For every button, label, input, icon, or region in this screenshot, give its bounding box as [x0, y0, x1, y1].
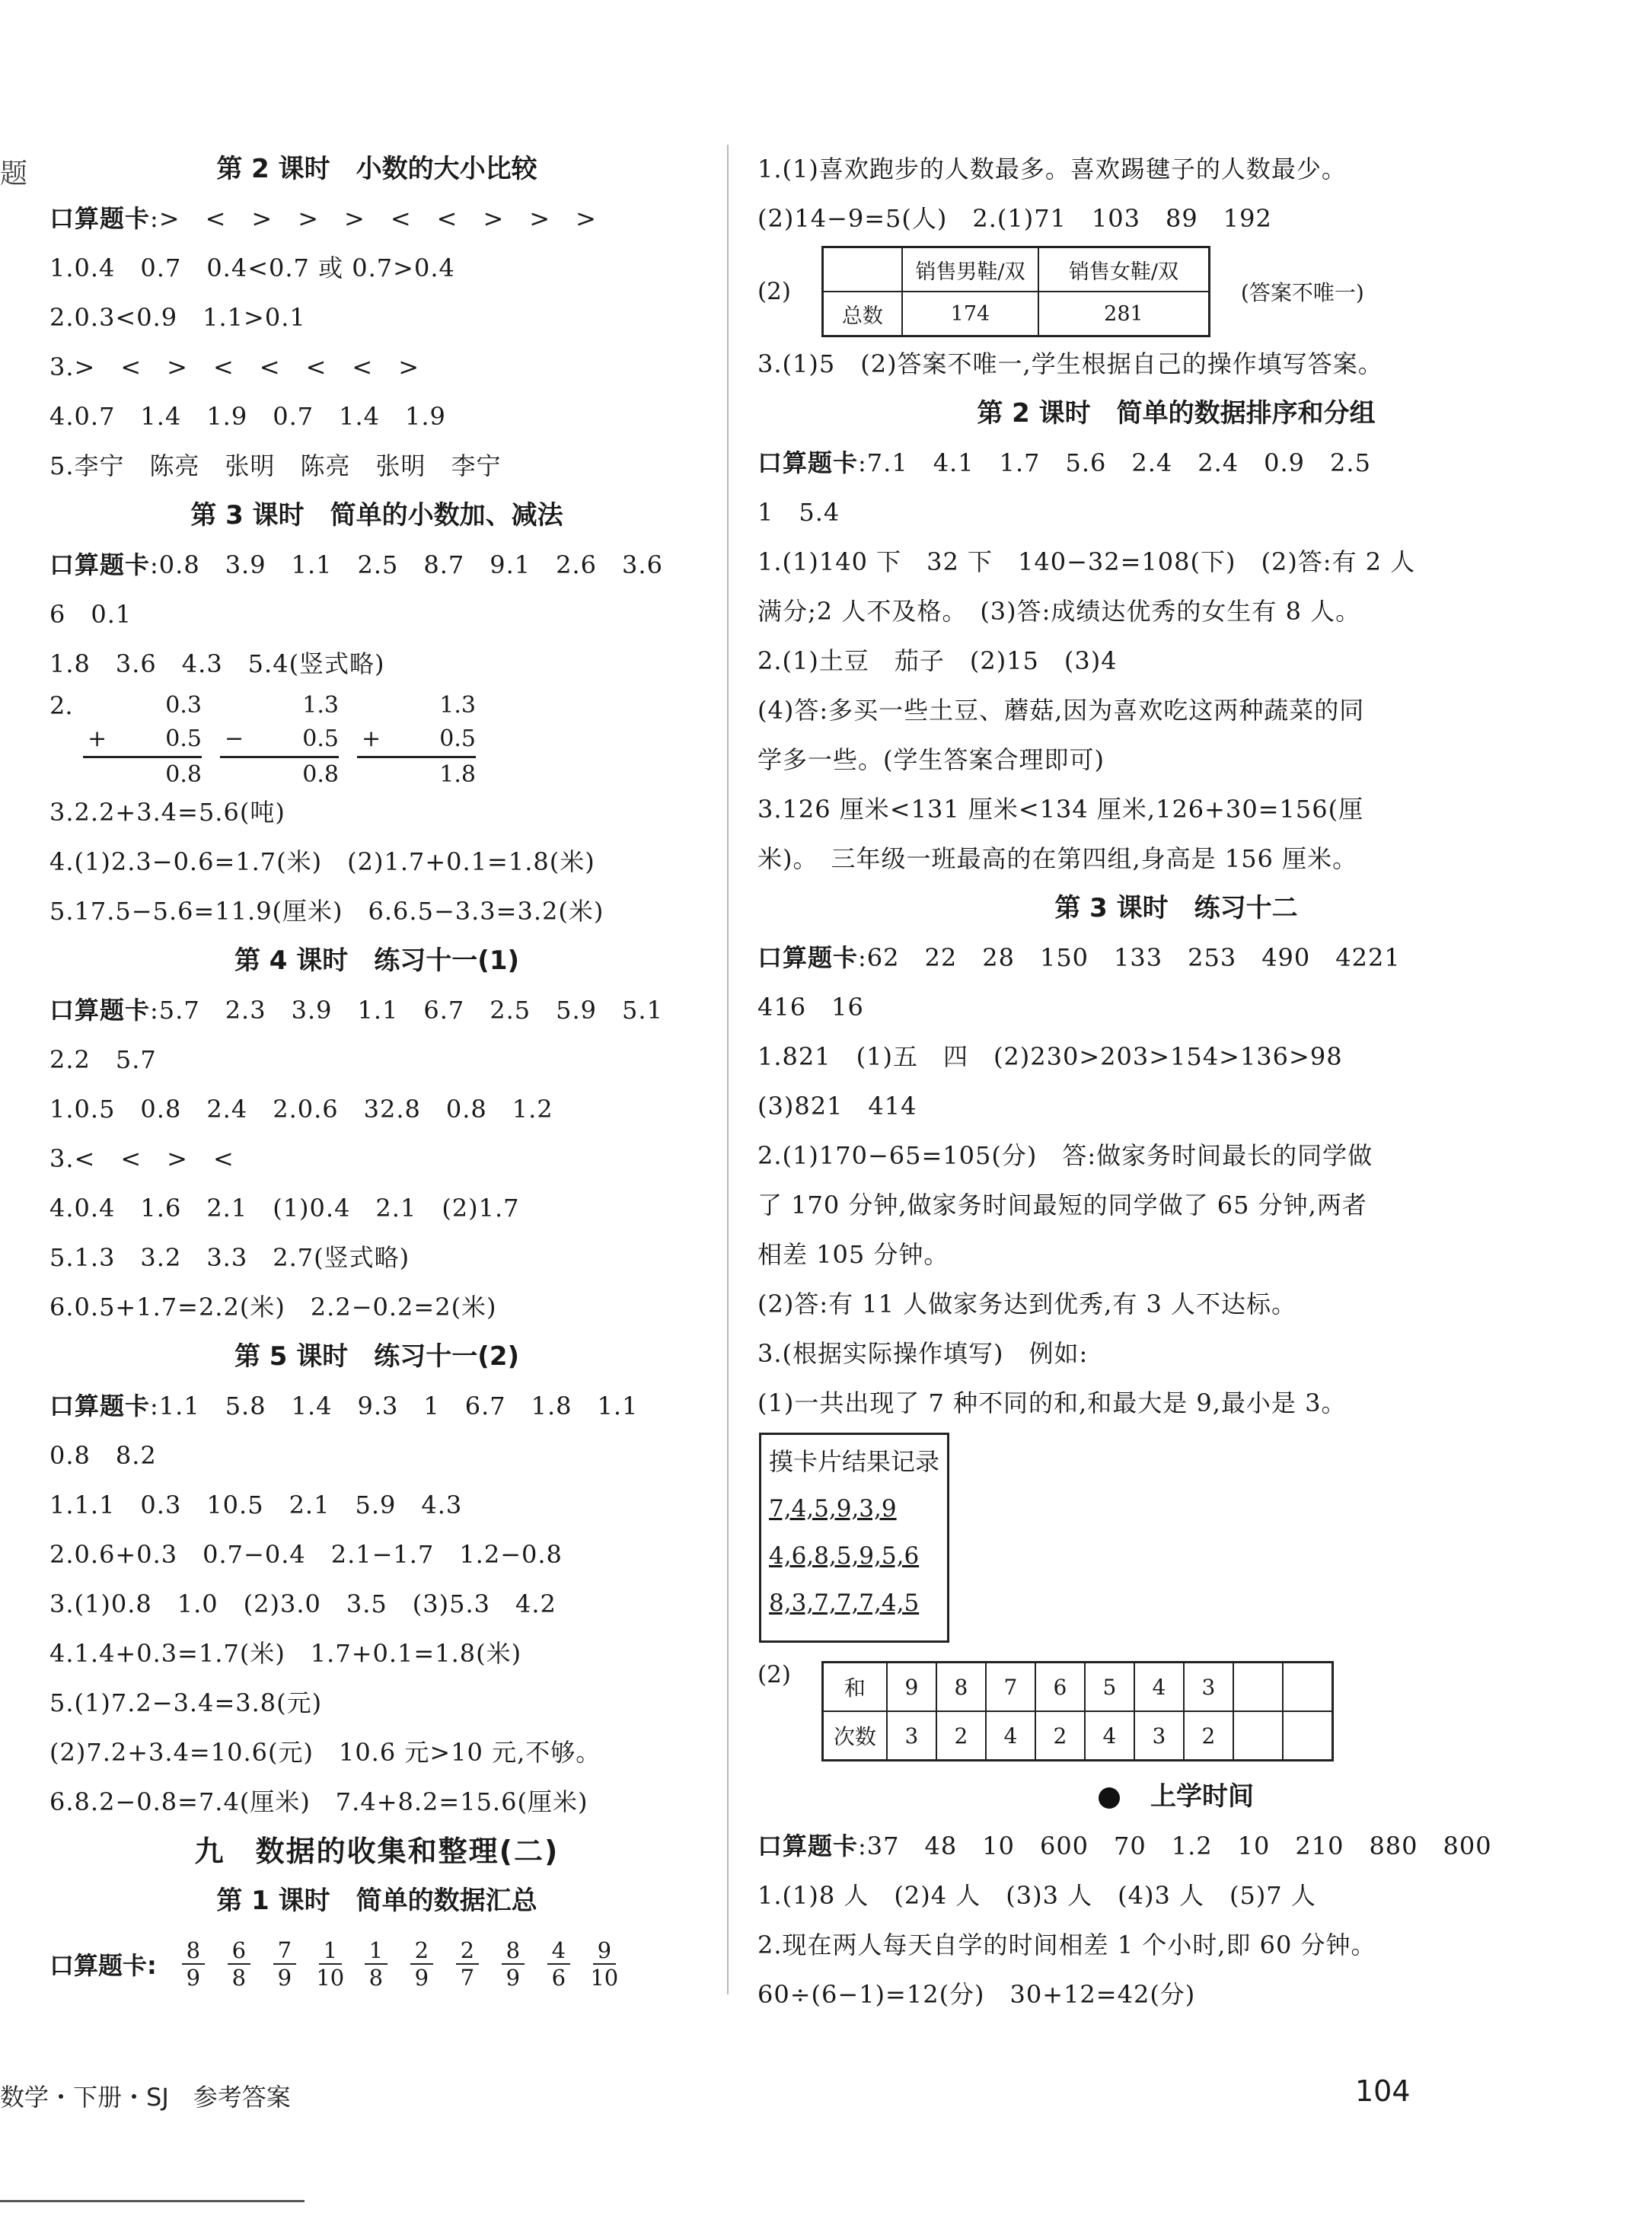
answer-line: 满分;2 人不及格。 (3)答:成绩达优秀的女生有 8 人。 [757, 597, 1361, 626]
table-cell: 2 [936, 1711, 986, 1761]
answer-line: 6.8.2−0.8=7.4(厘米) 7.4+8.2=15.6(厘米) [49, 1787, 588, 1816]
fraction: $\frac{1}{10}$ [316, 1937, 345, 1991]
table-cell [1283, 1711, 1333, 1761]
card-record-title: 摸卡片结果记录 [769, 1447, 940, 1476]
item-number: 2. [49, 691, 73, 720]
operand: + 0.5 [88, 725, 202, 752]
answer-line: 6 0.1 [49, 600, 132, 629]
answer-line: 1 5.4 [757, 498, 840, 527]
answer-line: 2.0.3<0.9 1.1>0.1 [49, 303, 306, 332]
table-header: 销售女鞋/双 [1038, 247, 1210, 292]
answer-line: 4.(1)2.3−0.6=1.7(米) (2)1.7+0.1=1.8(米) [49, 847, 595, 876]
answer-line: 口算题卡:> < > > > < < > > > [49, 204, 597, 233]
answer-line: 3.> < > < < < < > [49, 352, 420, 381]
item-number: (2) [757, 278, 791, 305]
chapter-heading: 九 数据的收集和整理(二) [194, 1835, 560, 1868]
answer-line: 口算题卡:37 48 10 600 70 1.2 10 210 880 800 [757, 1832, 1492, 1860]
section-heading: 第 3 课时 练习十二 [1054, 893, 1298, 923]
sum-count-table [821, 1661, 1334, 1761]
answer-line: 1.0.4 0.7 0.4<0.7 或 0.7>0.4 [49, 253, 455, 282]
answer-line: 4.0.7 1.4 1.9 0.7 1.4 1.9 [49, 402, 446, 431]
table-cell: 3 [887, 1711, 936, 1761]
oral-card-label: 口算题卡 [757, 943, 859, 972]
table-cell: 5 [1085, 1663, 1134, 1712]
table-cell: 174 [902, 292, 1038, 336]
vertical-calculations [49, 689, 704, 788]
answer-line: 了 170 分钟,做家务时间最短的同学做了 65 分钟,两者 [757, 1191, 1367, 1219]
answer-line: 3.(根据实际操作填写) 例如: [757, 1339, 1089, 1368]
answer-line: 416 16 [757, 993, 864, 1022]
operand: − 0.5 [225, 725, 339, 752]
answer-line: 5.李宁 陈亮 张明 陈亮 张明 李宁 [49, 451, 502, 480]
answer-line: 4.0.4 1.6 2.1 (1)0.4 2.1 (2)1.7 [49, 1194, 520, 1223]
table-note: (答案不唯一) [1240, 280, 1364, 305]
answer-line: 1.0.5 0.8 2.4 2.0.6 32.8 0.8 1.2 [49, 1095, 553, 1124]
page-number: 104 [1355, 2074, 1411, 2108]
answer-line: 口算题卡:62 22 28 150 133 253 490 4221 [757, 943, 1401, 972]
table-cell: 6 [1035, 1663, 1085, 1712]
table-cell: 3 [1184, 1663, 1233, 1712]
table-cell [1233, 1663, 1283, 1712]
answer-line: 1.(1)喜欢跑步的人数最多。喜欢踢毽子的人数最少。 [757, 155, 1347, 183]
fraction: $\frac{2}{9}$ [399, 1937, 445, 1991]
fraction: $\frac{9}{10}$ [590, 1937, 619, 1991]
answer-line: 3.(1)5 (2)答案不唯一,学生根据自己的操作填写答案。 [757, 349, 1383, 378]
sales-table-block [757, 247, 1595, 336]
table-cell: 4 [1134, 1663, 1184, 1712]
fraction: $\frac{8}{9}$ [171, 1937, 216, 1991]
table-cell [1283, 1663, 1333, 1712]
fraction-row [49, 1934, 704, 1994]
answer-line: 米)。 三年级一班最高的在第四组,身高是 156 厘米。 [757, 844, 1358, 873]
answer-line: (3)821 414 [757, 1092, 917, 1121]
table-cell: 8 [936, 1663, 986, 1712]
operand: 0.3 [165, 692, 202, 719]
answer-line: 60÷(6−1)=12(分) 30+12=42(分) [757, 1980, 1196, 2009]
result: 0.8 [165, 761, 202, 788]
result: 1.8 [439, 761, 476, 788]
vertical-calc [209, 689, 339, 792]
item-number: (2) [757, 1661, 791, 1688]
answer-line: (2)答:有 11 人做家务达到优秀,有 3 人不达标。 [757, 1290, 1297, 1318]
answer-line: (2)7.2+3.4=10.6(元) 10.6 元>10 元,不够。 [49, 1738, 601, 1767]
table-cell: 9 [887, 1663, 936, 1712]
answer-line: 3.126 厘米<131 厘米<134 厘米,126+30=156(厘 [757, 795, 1364, 824]
answer-line: 5.1.3 3.2 3.3 2.7(竖式略) [49, 1243, 410, 1272]
answer-line: 1.1.1 0.3 10.5 2.1 5.9 4.3 [49, 1490, 463, 1519]
left-column [49, 145, 704, 1994]
table-cell: 7 [986, 1663, 1035, 1712]
table-cell: 2 [1035, 1711, 1085, 1761]
card-record-row: 7,4,5,9,3,9 [769, 1495, 897, 1522]
section-heading: 上学时间 [757, 1772, 1595, 1822]
oral-card-label: 口算题卡 [757, 448, 859, 477]
section-heading: 第 1 课时 简单的数据汇总 [216, 1886, 537, 1916]
table-cell [1233, 1711, 1283, 1761]
oral-card-label: 口算题卡: [49, 1951, 157, 1980]
table-header: 销售男鞋/双 [902, 247, 1038, 292]
answer-line: 5.(1)7.2−3.4=3.8(元) [49, 1688, 323, 1717]
answer-line: 2.(1)170−65=105(分) 答:做家务时间最长的同学做 [757, 1141, 1373, 1170]
section-heading: 第 5 课时 练习十一(2) [234, 1341, 520, 1372]
oral-card-label: 口算题卡 [49, 996, 151, 1025]
table-cell [822, 247, 902, 292]
sum-count-table-block [757, 1661, 1595, 1761]
answer-line: 1.(1)140 下 32 下 140−32=108(下) (2)答:有 2 人 [757, 547, 1416, 576]
card-record-box [759, 1433, 949, 1643]
operand: + 0.5 [362, 725, 476, 752]
answer-line: 口算题卡:0.8 3.9 1.1 2.5 8.7 9.1 2.6 3.6 [49, 550, 663, 579]
answer-line: 3.2.2+3.4=5.6(吨) [49, 798, 285, 827]
oral-card-label: 口算题卡 [49, 550, 151, 579]
answer-line: 3.(1)0.8 1.0 (2)3.0 3.5 (3)5.3 4.2 [49, 1589, 557, 1618]
fraction: $\frac{6}{8}$ [216, 1937, 262, 1991]
table-cell: 4 [986, 1711, 1035, 1761]
row-header: 次数 [822, 1711, 887, 1761]
answer-line: 2.2 5.7 [49, 1045, 157, 1074]
row-header: 总数 [822, 292, 902, 336]
bottom-rule [0, 2200, 305, 2202]
answer-line: 0.8 8.2 [49, 1441, 157, 1470]
vertical-calc [346, 689, 476, 792]
table-cell: 3 [1134, 1711, 1184, 1761]
result: 0.8 [302, 761, 339, 788]
answer-line: 1.821 (1)五 四 (2)230>203>154>136>98 [757, 1042, 1343, 1071]
table-cell: 281 [1038, 292, 1210, 336]
card-record-row: 8,3,7,7,7,4,5 [769, 1589, 920, 1617]
operand: 1.3 [302, 692, 339, 719]
table-cell: 2 [1184, 1711, 1233, 1761]
fraction: $\frac{8}{9}$ [490, 1937, 536, 1991]
answer-line: 2.0.6+0.3 0.7−0.4 2.1−1.7 1.2−0.8 [49, 1540, 563, 1569]
operand: 1.3 [439, 692, 476, 719]
answer-line: 2.现在两人每天自学的时间相差 1 个小时,即 60 分钟。 [757, 1930, 1376, 1959]
page-edge-char: 题 [0, 158, 28, 190]
answer-line: 1.8 3.6 4.3 5.4(竖式略) [49, 649, 385, 678]
answer-line: 1.(1)8 人 (2)4 人 (3)3 人 (4)3 人 (5)7 人 [757, 1881, 1316, 1910]
sales-table [821, 246, 1210, 337]
section-heading: 第 4 课时 练习十一(1) [234, 945, 520, 976]
oral-card-label: 口算题卡 [49, 204, 151, 233]
answer-line: 6.0.5+1.7=2.2(米) 2.2−0.2=2(米) [49, 1293, 497, 1322]
answer-line: 5.17.5−5.6=11.9(厘米) 6.6.5−3.3=3.2(米) [49, 897, 604, 926]
vertical-calc [72, 689, 202, 792]
answer-line: 3.< < > < [49, 1144, 234, 1173]
answer-line: 相差 105 分钟。 [757, 1240, 949, 1269]
answer-line: (4)答:多买一些土豆、蘑菇,因为喜欢吃这两种蔬菜的同 [757, 696, 1365, 725]
section-heading: 第 2 课时 小数的大小比较 [216, 154, 537, 184]
answer-line: 口算题卡:7.1 4.1 1.7 5.6 2.4 2.4 0.9 2.5 [757, 448, 1371, 477]
table-cell: 4 [1085, 1711, 1134, 1761]
section-heading: 第 2 课时 简单的数据排序和分组 [977, 398, 1376, 429]
row-header: 和 [822, 1663, 887, 1712]
oral-card-label: 口算题卡 [757, 1832, 859, 1860]
fraction: $\frac{1}{8}$ [353, 1937, 399, 1991]
footer-caption: 数学・下册・SJ 参考答案 [0, 2083, 291, 2112]
fraction: $\frac{2}{7}$ [445, 1937, 490, 1991]
oral-card-label: 口算题卡 [49, 1392, 151, 1420]
column-divider [727, 145, 729, 1994]
answer-line: (1)一共出现了 7 种不同的和,和最大是 9,最小是 3。 [757, 1388, 1347, 1417]
answer-line: 4.1.4+0.3=1.7(米) 1.7+0.1=1.8(米) [49, 1639, 522, 1668]
answer-line: 学多一些。(学生答案合理即可) [757, 745, 1105, 774]
answer-line: (2)14−9=5(人) 2.(1)71 103 89 192 [757, 204, 1272, 233]
fraction: $\frac{4}{6}$ [536, 1937, 582, 1991]
right-column [757, 145, 1595, 2020]
card-record-row: 4,6,8,5,9,5,6 [769, 1542, 920, 1570]
fraction: $\frac{7}{9}$ [262, 1937, 308, 1991]
answer-line: 口算题卡:1.1 5.8 1.4 9.3 1 6.7 1.8 1.1 [49, 1392, 639, 1420]
section-heading: 第 3 课时 简单的小数加、减法 [190, 500, 563, 531]
bullet-dot-icon [1099, 1787, 1120, 1809]
answer-line: 口算题卡:5.7 2.3 3.9 1.1 6.7 2.5 5.9 5.1 [49, 996, 663, 1025]
answer-line: 2.(1)土豆 茄子 (2)15 (3)4 [757, 646, 1118, 675]
